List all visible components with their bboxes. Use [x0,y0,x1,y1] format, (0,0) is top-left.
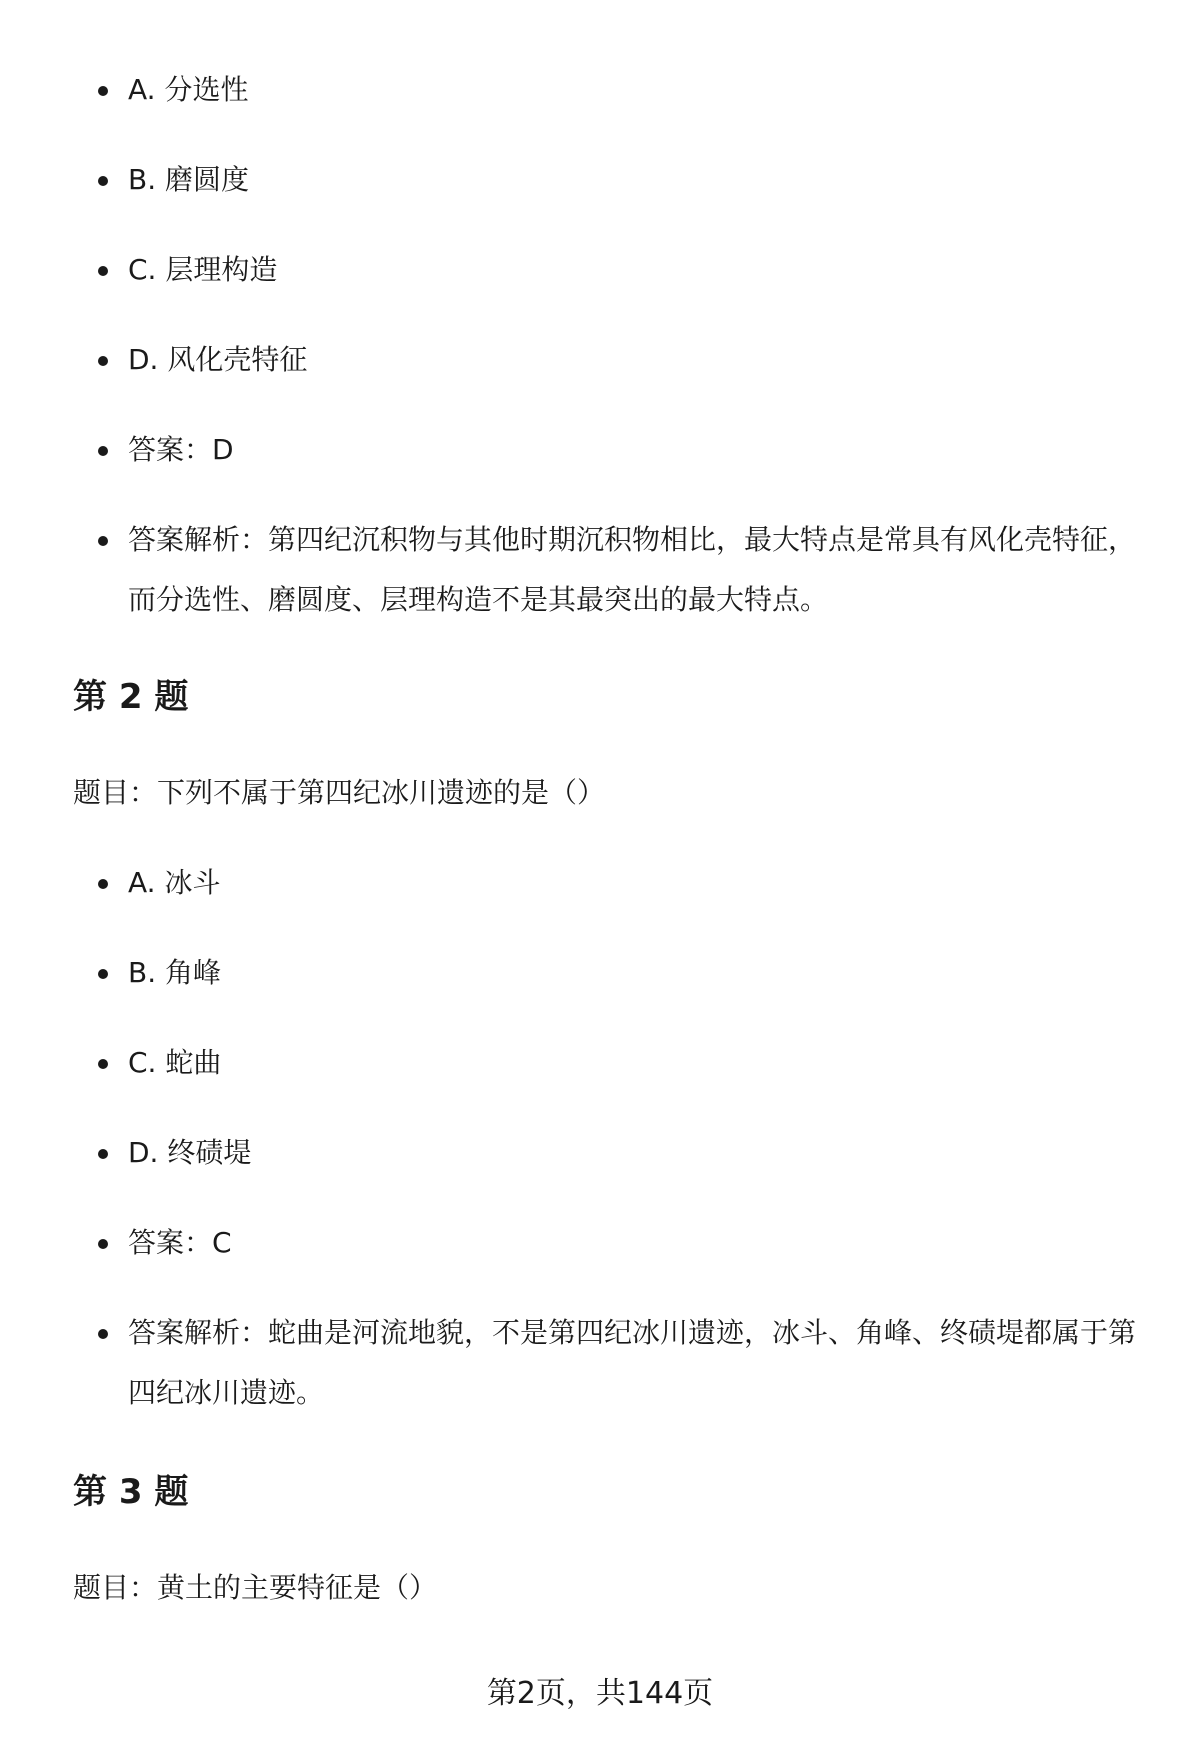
question-3-heading: 第 3 题 [73,1472,189,1512]
question-2-options [0,853,1200,1453]
page-number-footer: 第2页，共144页 [486,1676,714,1711]
question-3-text: 题目：黄土的主要特征是（） [73,1571,438,1604]
answer: 答案：C [0,1213,1200,1273]
answer-explanation: 答案解析：第四纪沉积物与其他时期沉积物相比，最大特点是常具有风化壳特征，而分选性、磨圆度、层理构造不是其最突出的最大特点。 [0,510,1200,630]
option-c: C. 蛇曲 [0,1033,1200,1093]
question-2-text: 题目：下列不属于第四纪冰川遗迹的是（） [73,776,606,809]
option-b: B. 角峰 [0,943,1200,1003]
option-a: A. 冰斗 [0,853,1200,913]
option-a: A. 分选性 [0,60,1200,120]
option-d: D. 终碛堤 [0,1123,1200,1183]
answer-explanation: 答案解析：蛇曲是河流地貌，不是第四纪冰川遗迹，冰斗、角峰、终碛堤都属于第四纪冰川遗迹。 [0,1303,1200,1423]
answer: 答案：D [0,420,1200,480]
option-b: B. 磨圆度 [0,150,1200,210]
question-2-heading: 第 2 题 [73,677,189,717]
question-1-options [0,60,1200,660]
option-d: D. 风化壳特征 [0,330,1200,390]
option-c: C. 层理构造 [0,240,1200,300]
